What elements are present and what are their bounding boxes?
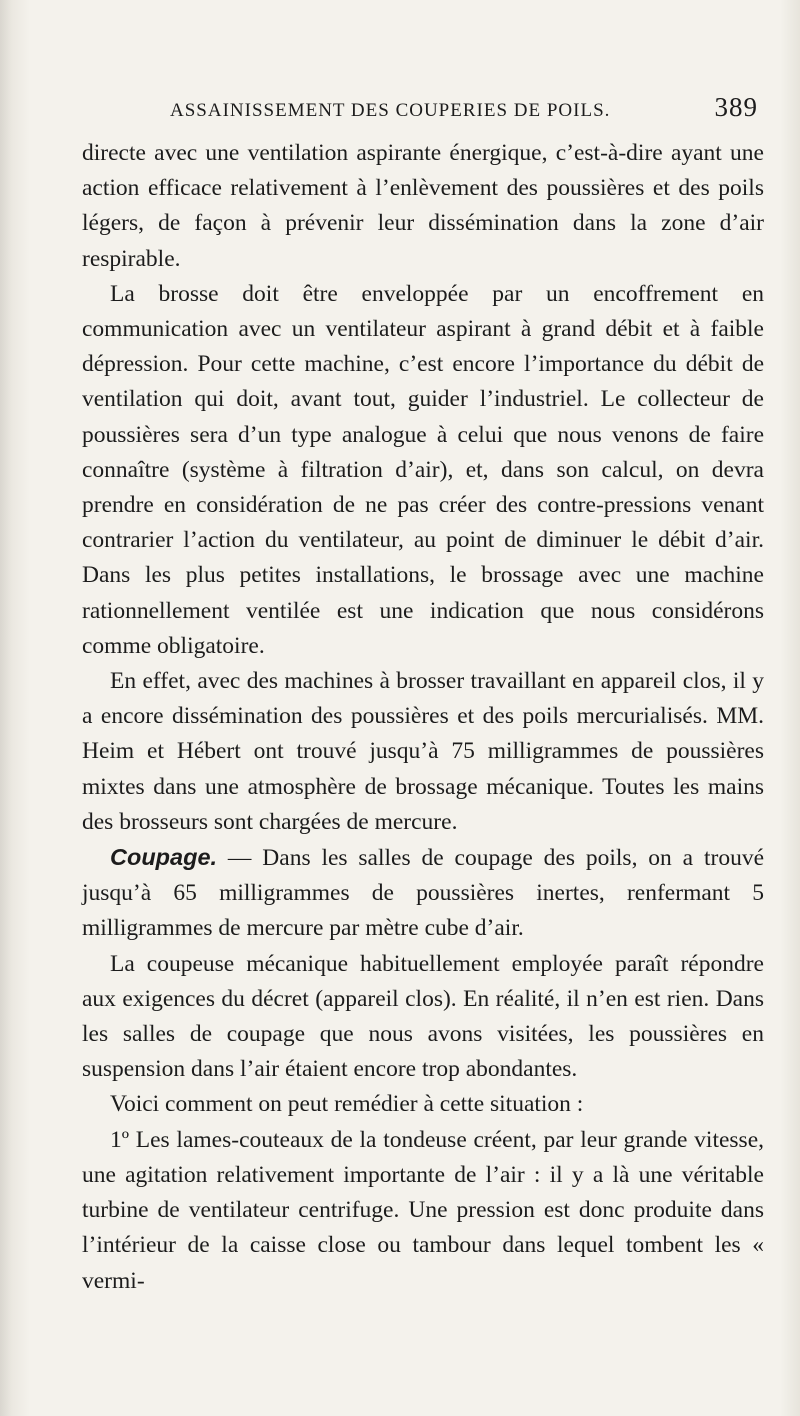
paragraph-en-effet: En effet, avec des machines à brosser travaillant en appareil clos, il y a encore dissémination des poussières et des poils mercurialisés. MM. Heim et Hébert ont trouvé jusqu’à 75 milligrammes de poussières mixtes dans une atmosphère de brossage mécanique. Toutes les mains des brosseurs sont chargées de mercure. [82, 668, 764, 835]
running-header [170, 92, 770, 132]
section-runin-heading: Coupage. [110, 844, 218, 871]
paragraph-continued: directe avec une ventilation aspirante énergique, c’est-à-dire ayant une action efficace relativement à l’enlèvement des poussières et des poils légers, de façon à prévenir leur dissémination dans la zone d’air respirable. [82, 140, 764, 272]
paragraph-coupage-text: — Dans les salles de coupage des poils, on a trouvé jusqu’à 65 milligrammes de poussières inertes, renfermant 5 milligrammes de mercure par mètre cube d’air. [82, 845, 764, 942]
body-text [82, 136, 764, 1299]
paragraph-remedy-intro: Voici comment on peut remédier à cette situation : [110, 1091, 584, 1118]
paragraph-coupage [82, 840, 764, 947]
paragraph-coupeuse: La coupeuse mécanique habituellement employée paraît répondre aux exigences du décret (appareil clos). En réalité, il n’en est rien. Dans les salles de coupage que nous avons visitées, les poussières en suspension dans l’air étaient encore trop abondantes. [82, 950, 764, 1083]
paragraph-brosse: La brosse doit être enveloppée par un encoffrement en communication avec un ventilateur aspirant à grand débit et à faible dépression. Pour cette machine, c’est encore l’importance du débit de ventilation qui doit, avant tout, guider l’industriel. Le collecteur de poussières sera d’un type analogue à celui que nous venons de faire connaître (système à filtration d’air), et, dans son calcul, on devra prendre en considération de ne pas créer des contre-pressions venant contrarier l’action du ventilateur, au point de diminuer le débit d’air. Dans les plus petites installations, le brossage avec une machine rationnellement ventilée est une indication que nous considérons comme obligatoire. [82, 280, 764, 659]
page-number: 389 [714, 92, 758, 122]
running-title: ASSAINISSEMENT DES COUPERIES DE POILS. [170, 100, 611, 121]
paragraph-item-1: 1º Les lames-couteaux de la tondeuse créent, par leur grande vitesse, une agitation relativement importante de l’air : il y a là une véritable turbine de ventilateur centrifuge. Une pression est donc produite dans l’intérieur de la caisse close ou tambour dans lequel tombent les « vermi- [82, 1126, 764, 1294]
